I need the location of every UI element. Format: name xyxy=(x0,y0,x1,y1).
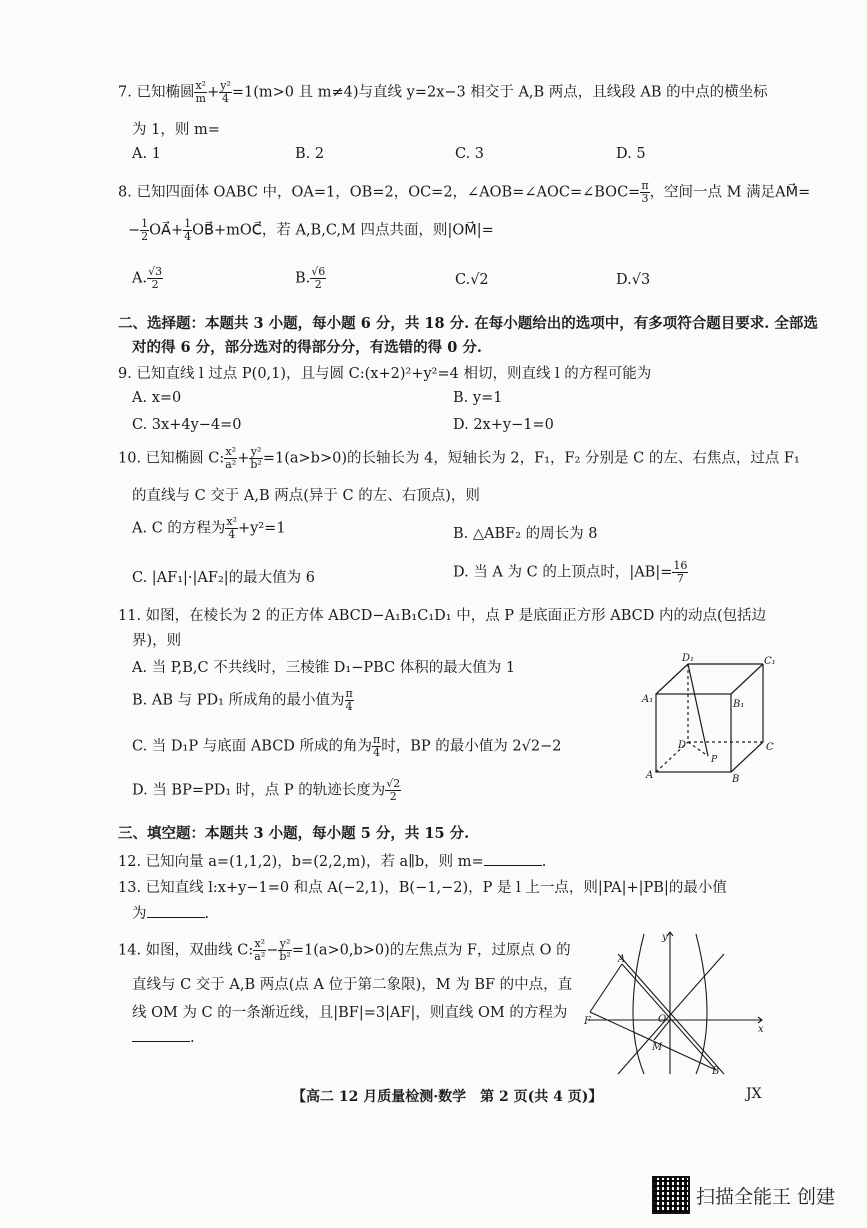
label-m: M xyxy=(652,1042,663,1053)
q10-option-c: C. |AF₁|·|AF₂|的最大值为 6 xyxy=(132,570,315,586)
scanner-watermark: 扫描全能王 创建 xyxy=(696,1186,836,1208)
label-p: P xyxy=(711,755,718,765)
section2-heading: 二、选择题：本题共 3 小题，每小题 6 分，共 18 分. 在每小题给出的选项中，有多项符合题目要求. 全部选 xyxy=(118,315,818,332)
label-x: x xyxy=(758,1024,764,1035)
q11-option-a: A. 当 P,B,C 不共线时，三棱锥 D₁−PBC 体积的最大值为 1 xyxy=(132,660,516,676)
qr-code-icon xyxy=(652,1176,690,1214)
q7-option-c: C. 3 xyxy=(455,146,485,162)
label-a: A xyxy=(618,954,626,965)
q11-line2: 界)，则 xyxy=(132,633,182,649)
label-o: O xyxy=(658,1014,667,1025)
q8-option-d: D.√3 xyxy=(616,272,651,288)
q7-line1: 7. 已知椭圆 $\frac{\text{x²}}{m}$ + $\frac{\text{y²}}{4}$ =1(m>0 且 m≠4)与直线 y=2x−3 相交于 A,B 两点，且线段 AB 的中点的横坐标 xyxy=(118,79,768,105)
q11-line1: 11. 如图，在棱长为 2 的正方体 ABCD−A₁B₁C₁D₁ 中，点 P 是底面正方形 ABCD 内的动点(包括边 xyxy=(118,608,767,624)
q14-line3: 线 OM 为 C 的一条渐近线，且|BF|=3|AF|，则直线 OM 的方程为 xyxy=(132,1005,568,1021)
q9-stem: 9. 已知直线 l 过点 P(0,1)，且与圆 C:(x+2)²+y²=4 相切，则直线 l 的方程可能为 xyxy=(118,366,652,382)
q12-stem: 12. 已知向量 a=(1,1,2)，b=(2,2,m)，若 a∥b，则 m= . xyxy=(118,854,547,870)
q14-line2: 直线与 C 交于 A,B 两点(点 A 位于第二象限)，M 为 BF 的中点，直 xyxy=(132,977,573,993)
q11-option-b: B. AB 与 PD₁ 所成角的最小值为 $\frac{\pi}{4}$ xyxy=(132,687,353,713)
q8-line1: 8. 已知四面体 OABC 中，OA=1，OB=2，OC=2，∠AOB=∠AOC=∠BOC= $\frac{\pi}{3}$ ，空间一点 M 满足AM⃗= xyxy=(118,179,811,205)
q7-option-d: D. 5 xyxy=(616,146,646,162)
q9-option-b: B. y=1 xyxy=(453,390,503,406)
q9-option-d: D. 2x+y−1=0 xyxy=(453,417,554,433)
label-a1: A₁ xyxy=(642,694,654,705)
section3-heading: 三、填空题：本题共 3 小题，每小题 5 分，共 15 分. xyxy=(118,825,470,842)
q8-option-a: A. $\frac{√3}{2}$ xyxy=(132,265,163,291)
q14-line1: 14. 如图，双曲线 C: $\frac{\text{x²}}{\text{a²}}$ − $\frac{\text{y²}}{\text{b²}}$ =1(a>0,b>0)的左焦点为 F，过原点 O 的 xyxy=(118,937,571,963)
label-b: B xyxy=(712,1066,720,1076)
q10-line2: 的直线与 C 交于 A,B 两点(异于 C 的左、右顶点)，则 xyxy=(132,488,480,504)
label-b1: B₁ xyxy=(733,699,745,710)
label-f: F xyxy=(584,1016,591,1027)
label-c1: C₁ xyxy=(764,656,776,667)
label-b: B xyxy=(732,774,740,785)
label-a: A xyxy=(646,770,654,781)
q9-option-c: C. 3x+4y−4=0 xyxy=(132,417,242,433)
hyperbola-figure xyxy=(578,928,774,1076)
label-d1: D₁ xyxy=(682,653,695,664)
q13-line1: 13. 已知直线 l:x+y−1=0 和点 A(−2,1)，B(−1,−2)，P 是 l 上一点，则|PA|+|PB|的最小值 xyxy=(118,880,727,896)
q8-option-c: C.√2 xyxy=(455,272,489,288)
q13-line2: 为 . xyxy=(132,906,210,922)
cube-figure xyxy=(636,652,786,788)
paper-code: JX xyxy=(746,1086,762,1102)
q10-option-a: A. C 的方程为 $\frac{\text{x²}}{4}$ +y²=1 xyxy=(132,515,286,541)
q14-answer-blank: . xyxy=(132,1030,195,1046)
q7-line2: 为 1，则 m= xyxy=(132,122,220,138)
q11-option-c: C. 当 D₁P 与底面 ABCD 所成的角为 $\frac{\pi}{4}$ 时，BP 的最小值为 2√2−2 xyxy=(132,733,562,759)
q7-option-a: A. 1 xyxy=(132,146,161,162)
label-c: C xyxy=(766,742,774,753)
q11-option-d: D. 当 BP=PD₁ 时，点 P 的轨迹长度为 $\frac{√2}{2}$ xyxy=(132,777,401,803)
q7-option-b: B. 2 xyxy=(295,146,325,162)
label-d: D xyxy=(678,740,687,751)
q10-option-b: B. △ABF₂ 的周长为 8 xyxy=(453,526,598,542)
section2-instructions: 对的得 6 分，部分选对的得部分分，有选错的得 0 分. xyxy=(132,339,482,356)
q10-line1: 10. 已知椭圆 C: $\frac{\text{x²}}{\text{a²}}$ + $\frac{\text{y²}}{\text{b²}}$ =1(a>b>0)的长轴长为 4，短轴长为 2，F₁，F₂ 分别是 C 的左、右焦点，过点 F₁ xyxy=(118,445,800,471)
q10-option-d: D. 当 A 为 C 的上顶点时，|AB|= $\frac{16}{7}$ xyxy=(453,559,688,585)
q9-option-a: A. x=0 xyxy=(132,390,182,406)
page-footer: 【高二 12 月质量检测·数学 第 2 页(共 4 页)】 xyxy=(292,1089,603,1105)
q8-line2: − $\frac{1}{2}$ OA⃗+ $\frac{1}{4}$ OB⃗+mOC⃗，若 A,B,C,M 四点共面，则|OM⃗|= xyxy=(128,217,494,243)
q8-option-b: B. $\frac{√6}{2}$ xyxy=(295,265,326,291)
label-y: y xyxy=(662,932,668,943)
